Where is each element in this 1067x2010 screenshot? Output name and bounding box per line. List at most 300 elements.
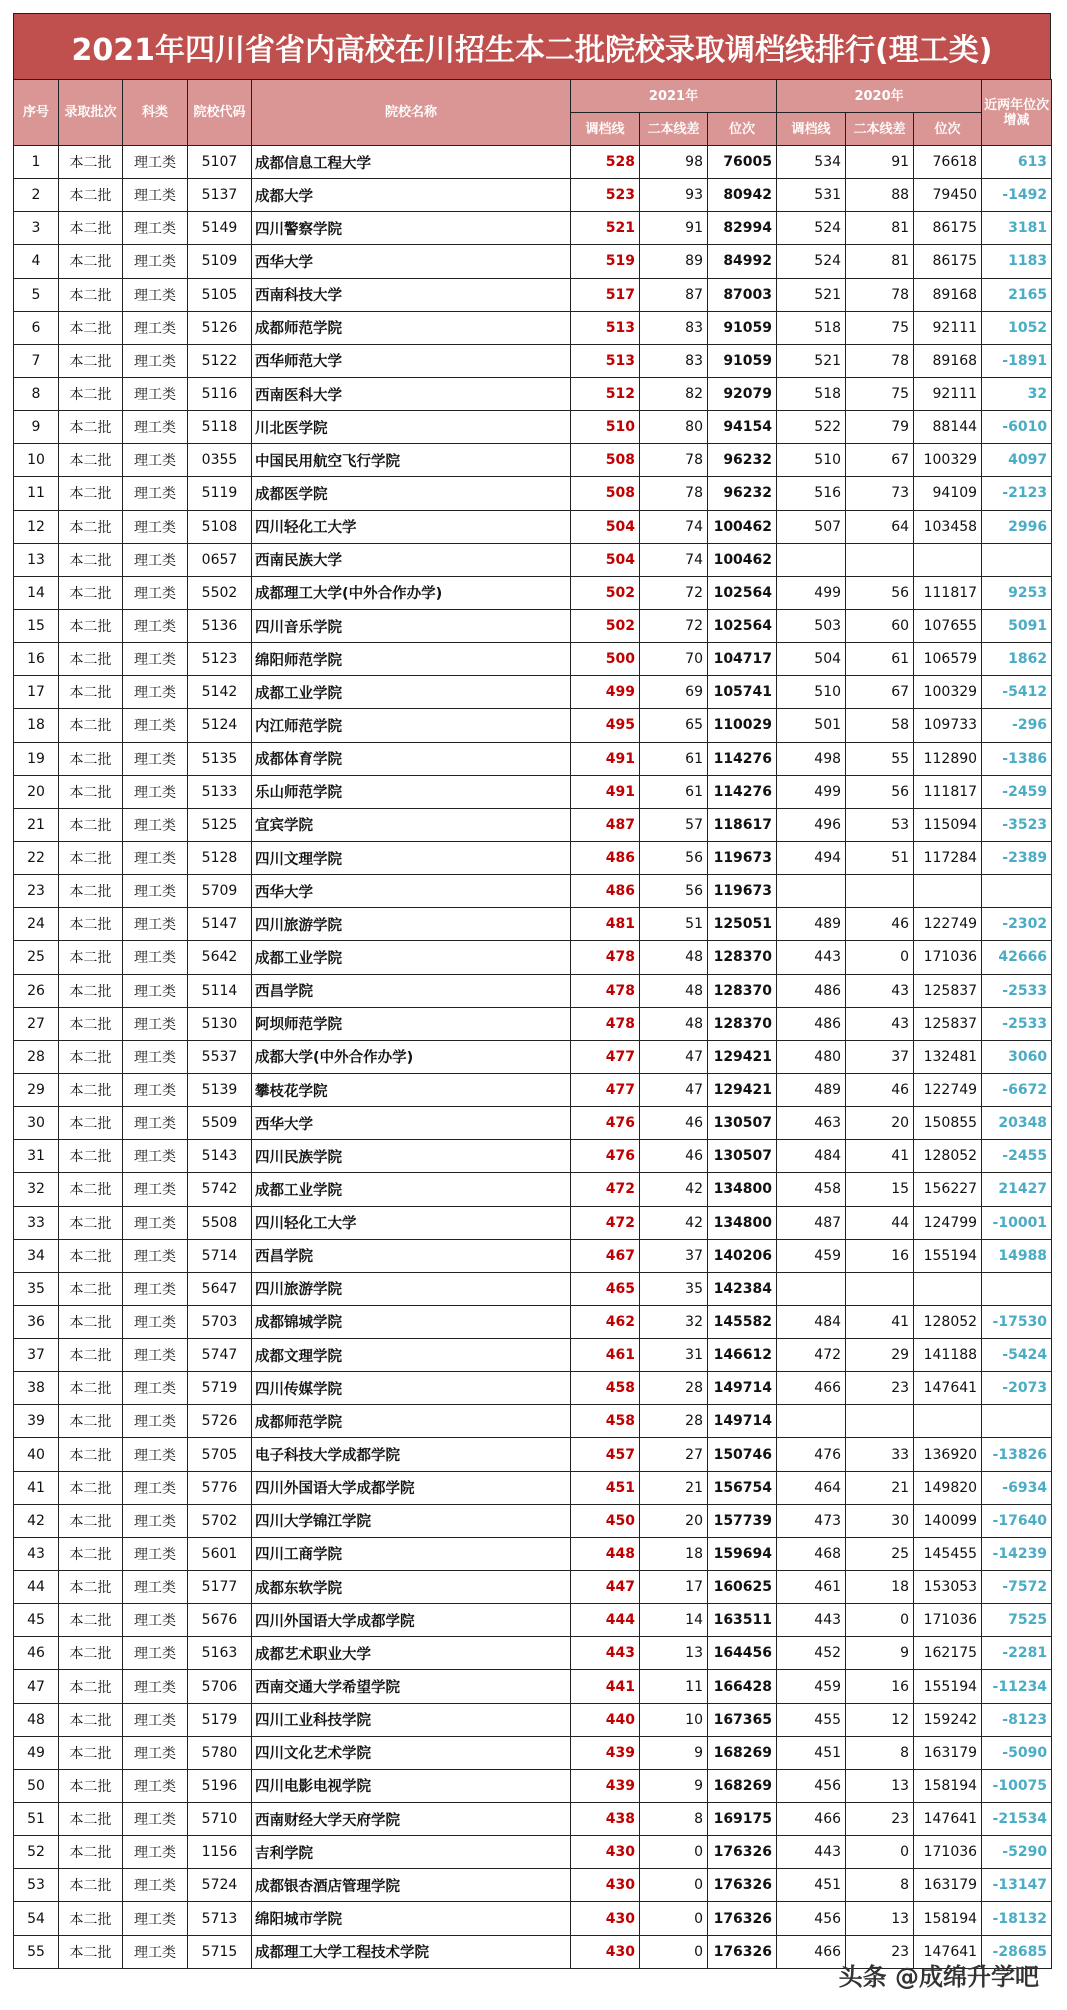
cell-2021-score: 462 xyxy=(571,1305,640,1338)
table-row xyxy=(14,1305,1052,1338)
cell-2020-score: 524 xyxy=(777,245,846,278)
cell-2021-diff: 47 xyxy=(640,1040,708,1073)
cell-2021-diff: 61 xyxy=(640,775,708,808)
cell-delta xyxy=(982,1272,1052,1305)
cell-2021-score: 517 xyxy=(571,278,640,311)
cell-2021-score: 457 xyxy=(571,1438,640,1471)
cell-name: 西南科技大学 xyxy=(252,278,571,311)
cell-code: 5116 xyxy=(188,377,252,410)
cell-delta xyxy=(982,875,1052,908)
cell-index: 21 xyxy=(14,808,59,841)
cell-2021-rank: 167365 xyxy=(708,1703,777,1736)
cell-delta: -5424 xyxy=(982,1339,1052,1372)
cell-index: 49 xyxy=(14,1736,59,1769)
cell-2021-diff: 87 xyxy=(640,278,708,311)
cell-2021-rank: 92079 xyxy=(708,377,777,410)
cell-name: 成都工业学院 xyxy=(252,941,571,974)
cell-2021-rank: 160625 xyxy=(708,1571,777,1604)
cell-batch: 本二批 xyxy=(59,477,123,510)
cell-2021-score: 438 xyxy=(571,1803,640,1836)
table-row xyxy=(14,775,1052,808)
cell-index: 12 xyxy=(14,510,59,543)
cell-2020-rank: 147641 xyxy=(914,1803,982,1836)
cell-index: 55 xyxy=(14,1935,59,1968)
cell-code: 5136 xyxy=(188,609,252,642)
cell-category: 理工类 xyxy=(123,808,188,841)
cell-batch: 本二批 xyxy=(59,1339,123,1372)
cell-delta: -13147 xyxy=(982,1869,1052,1902)
cell-batch: 本二批 xyxy=(59,1803,123,1836)
table-row xyxy=(14,1438,1052,1471)
table-row xyxy=(14,1040,1052,1073)
cell-2021-diff: 37 xyxy=(640,1239,708,1272)
cell-index: 33 xyxy=(14,1206,59,1239)
cell-2021-rank: 94154 xyxy=(708,411,777,444)
cell-2020-score: 443 xyxy=(777,1604,846,1637)
cell-code: 5713 xyxy=(188,1902,252,1935)
cell-2021-score: 500 xyxy=(571,643,640,676)
cell-2020-diff: 41 xyxy=(846,1305,914,1338)
cell-2020-diff: 16 xyxy=(846,1239,914,1272)
cell-2021-diff: 0 xyxy=(640,1836,708,1869)
cell-2020-rank: 111817 xyxy=(914,775,982,808)
cell-category: 理工类 xyxy=(123,477,188,510)
cell-2021-score: 481 xyxy=(571,908,640,941)
cell-2020-score: 524 xyxy=(777,212,846,245)
cell-2020-diff: 58 xyxy=(846,709,914,742)
cell-2021-score: 513 xyxy=(571,311,640,344)
cell-2020-rank: 86175 xyxy=(914,212,982,245)
cell-batch: 本二批 xyxy=(59,1305,123,1338)
cell-category: 理工类 xyxy=(123,1107,188,1140)
table-row xyxy=(14,1107,1052,1140)
table-row xyxy=(14,1504,1052,1537)
cell-2021-rank: 102564 xyxy=(708,609,777,642)
header-code: 院校代码 xyxy=(188,80,252,146)
cell-2020-rank: 171036 xyxy=(914,941,982,974)
cell-name: 四川外国语大学成都学院 xyxy=(252,1471,571,1504)
table-row xyxy=(14,1140,1052,1173)
cell-code: 5780 xyxy=(188,1736,252,1769)
cell-2021-score: 441 xyxy=(571,1670,640,1703)
cell-name: 成都理工大学(中外合作办学) xyxy=(252,576,571,609)
header-year-2020: 2020年 xyxy=(777,80,982,113)
cell-2021-rank: 91059 xyxy=(708,344,777,377)
cell-delta: 21427 xyxy=(982,1173,1052,1206)
cell-2020-score: 507 xyxy=(777,510,846,543)
cell-2020-diff xyxy=(846,1272,914,1305)
cell-2021-rank: 125051 xyxy=(708,908,777,941)
cell-2020-rank: 125837 xyxy=(914,974,982,1007)
cell-2021-rank: 129421 xyxy=(708,1073,777,1106)
cell-2021-score: 440 xyxy=(571,1703,640,1736)
cell-2020-rank: 122749 xyxy=(914,908,982,941)
cell-delta: -2123 xyxy=(982,477,1052,510)
cell-batch: 本二批 xyxy=(59,1272,123,1305)
cell-index: 20 xyxy=(14,775,59,808)
cell-index: 17 xyxy=(14,676,59,709)
cell-index: 52 xyxy=(14,1836,59,1869)
cell-code: 5724 xyxy=(188,1869,252,1902)
cell-2021-score: 528 xyxy=(571,146,640,179)
cell-2021-score: 508 xyxy=(571,444,640,477)
cell-name: 绵阳师范学院 xyxy=(252,643,571,676)
cell-index: 44 xyxy=(14,1571,59,1604)
cell-2021-rank: 118617 xyxy=(708,808,777,841)
cell-2020-score: 499 xyxy=(777,576,846,609)
cell-code: 5502 xyxy=(188,576,252,609)
cell-name: 乐山师范学院 xyxy=(252,775,571,808)
cell-2021-rank: 87003 xyxy=(708,278,777,311)
cell-code: 5702 xyxy=(188,1504,252,1537)
cell-2020-rank: 162175 xyxy=(914,1637,982,1670)
cell-batch: 本二批 xyxy=(59,1869,123,1902)
cell-category: 理工类 xyxy=(123,278,188,311)
header-delta: 近两年位次增减 xyxy=(982,80,1052,146)
cell-name: 西昌学院 xyxy=(252,974,571,1007)
cell-2021-diff: 17 xyxy=(640,1571,708,1604)
cell-2021-rank: 149714 xyxy=(708,1405,777,1438)
cell-2021-score: 476 xyxy=(571,1140,640,1173)
cell-category: 理工类 xyxy=(123,1007,188,1040)
cell-name: 西华大学 xyxy=(252,245,571,278)
cell-name: 四川旅游学院 xyxy=(252,908,571,941)
cell-index: 47 xyxy=(14,1670,59,1703)
cell-category: 理工类 xyxy=(123,1637,188,1670)
cell-index: 54 xyxy=(14,1902,59,1935)
cell-2020-rank: 163179 xyxy=(914,1736,982,1769)
cell-batch: 本二批 xyxy=(59,444,123,477)
cell-batch: 本二批 xyxy=(59,1239,123,1272)
cell-2021-diff: 91 xyxy=(640,212,708,245)
cell-name: 成都艺术职业大学 xyxy=(252,1637,571,1670)
cell-2020-score: 531 xyxy=(777,179,846,212)
cell-delta: -10075 xyxy=(982,1769,1052,1802)
cell-category: 理工类 xyxy=(123,245,188,278)
cell-2020-diff: 18 xyxy=(846,1571,914,1604)
cell-2021-rank: 130507 xyxy=(708,1140,777,1173)
ranking-sheet xyxy=(13,13,1051,1969)
cell-2020-diff: 51 xyxy=(846,841,914,874)
cell-2020-diff: 60 xyxy=(846,609,914,642)
cell-2020-rank: 145455 xyxy=(914,1537,982,1570)
cell-2021-diff: 93 xyxy=(640,179,708,212)
cell-2020-rank: 136920 xyxy=(914,1438,982,1471)
cell-index: 35 xyxy=(14,1272,59,1305)
cell-2021-rank: 166428 xyxy=(708,1670,777,1703)
cell-2021-score: 486 xyxy=(571,875,640,908)
cell-2020-score: 464 xyxy=(777,1471,846,1504)
cell-2021-rank: 104717 xyxy=(708,643,777,676)
cell-2020-rank xyxy=(914,543,982,576)
cell-2021-diff: 47 xyxy=(640,1073,708,1106)
cell-category: 理工类 xyxy=(123,1471,188,1504)
cell-2020-score: 466 xyxy=(777,1803,846,1836)
cell-name: 四川大学锦江学院 xyxy=(252,1504,571,1537)
cell-name: 西南财经大学天府学院 xyxy=(252,1803,571,1836)
cell-name: 四川民族学院 xyxy=(252,1140,571,1173)
cell-2020-diff: 9 xyxy=(846,1637,914,1670)
cell-2020-diff: 44 xyxy=(846,1206,914,1239)
cell-2021-rank: 91059 xyxy=(708,311,777,344)
cell-2021-score: 451 xyxy=(571,1471,640,1504)
cell-2020-rank: 94109 xyxy=(914,477,982,510)
cell-2021-diff: 42 xyxy=(640,1173,708,1206)
cell-code: 5105 xyxy=(188,278,252,311)
cell-2021-rank: 119673 xyxy=(708,841,777,874)
table-row xyxy=(14,941,1052,974)
cell-category: 理工类 xyxy=(123,1703,188,1736)
cell-2020-score: 499 xyxy=(777,775,846,808)
cell-2021-score: 450 xyxy=(571,1504,640,1537)
cell-delta xyxy=(982,543,1052,576)
header-2020-diff: 二本线差 xyxy=(846,113,914,146)
title-bar xyxy=(13,13,1051,79)
cell-batch: 本二批 xyxy=(59,609,123,642)
cell-2021-diff: 74 xyxy=(640,543,708,576)
cell-2020-diff: 46 xyxy=(846,908,914,941)
table-row xyxy=(14,709,1052,742)
table-row xyxy=(14,377,1052,410)
cell-code: 5705 xyxy=(188,1438,252,1471)
cell-2020-rank xyxy=(914,1272,982,1305)
cell-delta: -1492 xyxy=(982,179,1052,212)
cell-index: 6 xyxy=(14,311,59,344)
cell-2021-diff: 11 xyxy=(640,1670,708,1703)
cell-category: 理工类 xyxy=(123,1736,188,1769)
cell-delta: -5090 xyxy=(982,1736,1052,1769)
cell-category: 理工类 xyxy=(123,1173,188,1206)
cell-2020-rank: 89168 xyxy=(914,278,982,311)
cell-category: 理工类 xyxy=(123,941,188,974)
cell-2021-score: 458 xyxy=(571,1372,640,1405)
cell-name: 成都工业学院 xyxy=(252,676,571,709)
cell-code: 5196 xyxy=(188,1769,252,1802)
cell-2020-rank: 103458 xyxy=(914,510,982,543)
cell-2021-score: 487 xyxy=(571,808,640,841)
cell-code: 5128 xyxy=(188,841,252,874)
cell-name: 西昌学院 xyxy=(252,1239,571,1272)
cell-category: 理工类 xyxy=(123,643,188,676)
cell-index: 39 xyxy=(14,1405,59,1438)
table-row xyxy=(14,1703,1052,1736)
table-row xyxy=(14,1803,1052,1836)
header-batch: 录取批次 xyxy=(59,80,123,146)
cell-2021-diff: 0 xyxy=(640,1902,708,1935)
table-row xyxy=(14,875,1052,908)
cell-name: 四川轻化工大学 xyxy=(252,510,571,543)
cell-2021-diff: 83 xyxy=(640,311,708,344)
cell-2021-score: 478 xyxy=(571,974,640,1007)
cell-batch: 本二批 xyxy=(59,1736,123,1769)
cell-index: 50 xyxy=(14,1769,59,1802)
cell-2020-rank xyxy=(914,1405,982,1438)
cell-2021-score: 439 xyxy=(571,1769,640,1802)
cell-category: 理工类 xyxy=(123,974,188,1007)
cell-batch: 本二批 xyxy=(59,1670,123,1703)
cell-2021-diff: 31 xyxy=(640,1339,708,1372)
cell-batch: 本二批 xyxy=(59,742,123,775)
cell-2021-rank: 142384 xyxy=(708,1272,777,1305)
cell-delta: 14988 xyxy=(982,1239,1052,1272)
cell-2020-diff xyxy=(846,1405,914,1438)
cell-code: 5179 xyxy=(188,1703,252,1736)
cell-delta: -2455 xyxy=(982,1140,1052,1173)
cell-delta: -14239 xyxy=(982,1537,1052,1570)
table-row xyxy=(14,1571,1052,1604)
cell-2020-rank: 122749 xyxy=(914,1073,982,1106)
cell-2020-rank: 115094 xyxy=(914,808,982,841)
cell-2020-diff: 16 xyxy=(846,1670,914,1703)
cell-2020-score: 459 xyxy=(777,1670,846,1703)
cell-name: 四川音乐学院 xyxy=(252,609,571,642)
cell-2020-diff: 55 xyxy=(846,742,914,775)
cell-category: 理工类 xyxy=(123,775,188,808)
cell-2021-score: 467 xyxy=(571,1239,640,1272)
cell-category: 理工类 xyxy=(123,709,188,742)
cell-name: 成都工业学院 xyxy=(252,1173,571,1206)
cell-delta: 42666 xyxy=(982,941,1052,974)
cell-category: 理工类 xyxy=(123,908,188,941)
cell-2021-rank: 102564 xyxy=(708,576,777,609)
cell-2021-diff: 46 xyxy=(640,1107,708,1140)
cell-2020-diff: 67 xyxy=(846,444,914,477)
cell-2020-score xyxy=(777,1405,846,1438)
cell-index: 27 xyxy=(14,1007,59,1040)
cell-2020-rank: 112890 xyxy=(914,742,982,775)
cell-2020-score: 459 xyxy=(777,1239,846,1272)
cell-code: 5137 xyxy=(188,179,252,212)
cell-category: 理工类 xyxy=(123,742,188,775)
cell-2021-score: 510 xyxy=(571,411,640,444)
cell-batch: 本二批 xyxy=(59,1173,123,1206)
cell-code: 5719 xyxy=(188,1372,252,1405)
cell-2021-score: 477 xyxy=(571,1073,640,1106)
cell-delta: -17530 xyxy=(982,1305,1052,1338)
cell-index: 8 xyxy=(14,377,59,410)
cell-2021-score: 430 xyxy=(571,1935,640,1968)
header-2020-score: 调档线 xyxy=(777,113,846,146)
cell-2021-score: 476 xyxy=(571,1107,640,1140)
cell-2020-diff: 15 xyxy=(846,1173,914,1206)
cell-2020-rank: 147641 xyxy=(914,1372,982,1405)
cell-batch: 本二批 xyxy=(59,1073,123,1106)
cell-category: 理工类 xyxy=(123,609,188,642)
cell-batch: 本二批 xyxy=(59,1107,123,1140)
cell-category: 理工类 xyxy=(123,179,188,212)
table-row xyxy=(14,1902,1052,1935)
cell-2020-score xyxy=(777,875,846,908)
cell-batch: 本二批 xyxy=(59,1537,123,1570)
cell-2020-rank: 171036 xyxy=(914,1836,982,1869)
cell-code: 5710 xyxy=(188,1803,252,1836)
cell-2021-score: 513 xyxy=(571,344,640,377)
cell-2020-diff: 78 xyxy=(846,344,914,377)
cell-2020-rank: 109733 xyxy=(914,709,982,742)
cell-2021-diff: 70 xyxy=(640,643,708,676)
cell-index: 16 xyxy=(14,643,59,676)
cell-index: 14 xyxy=(14,576,59,609)
cell-delta xyxy=(982,1405,1052,1438)
cell-2021-rank: 76005 xyxy=(708,146,777,179)
table-row xyxy=(14,1736,1052,1769)
cell-name: 西华大学 xyxy=(252,875,571,908)
cell-2020-rank: 106579 xyxy=(914,643,982,676)
cell-2021-rank: 169175 xyxy=(708,1803,777,1836)
cell-2020-diff: 33 xyxy=(846,1438,914,1471)
cell-name: 成都体育学院 xyxy=(252,742,571,775)
cell-index: 42 xyxy=(14,1504,59,1537)
cell-category: 理工类 xyxy=(123,1935,188,1968)
table-header xyxy=(14,80,1052,146)
cell-2020-score: 456 xyxy=(777,1902,846,1935)
cell-2020-score: 456 xyxy=(777,1769,846,1802)
cell-category: 理工类 xyxy=(123,1239,188,1272)
cell-code: 5726 xyxy=(188,1405,252,1438)
cell-2020-rank: 128052 xyxy=(914,1305,982,1338)
cell-2021-diff: 32 xyxy=(640,1305,708,1338)
cell-batch: 本二批 xyxy=(59,1040,123,1073)
cell-code: 1156 xyxy=(188,1836,252,1869)
cell-code: 5747 xyxy=(188,1339,252,1372)
cell-index: 31 xyxy=(14,1140,59,1173)
cell-category: 理工类 xyxy=(123,1405,188,1438)
cell-2020-diff: 78 xyxy=(846,278,914,311)
table-body xyxy=(14,146,1052,1969)
cell-2021-rank: 140206 xyxy=(708,1239,777,1272)
cell-2021-diff: 57 xyxy=(640,808,708,841)
cell-delta: 3060 xyxy=(982,1040,1052,1073)
cell-name: 电子科技大学成都学院 xyxy=(252,1438,571,1471)
cell-code: 5703 xyxy=(188,1305,252,1338)
cell-2020-score: 443 xyxy=(777,1836,846,1869)
cell-delta: -5290 xyxy=(982,1836,1052,1869)
cell-2020-rank: 140099 xyxy=(914,1504,982,1537)
cell-index: 18 xyxy=(14,709,59,742)
cell-index: 34 xyxy=(14,1239,59,1272)
cell-category: 理工类 xyxy=(123,1869,188,1902)
cell-batch: 本二批 xyxy=(59,1902,123,1935)
cell-2021-score: 439 xyxy=(571,1736,640,1769)
cell-index: 3 xyxy=(14,212,59,245)
cell-2020-diff: 12 xyxy=(846,1703,914,1736)
cell-2020-diff: 23 xyxy=(846,1372,914,1405)
cell-delta: 1183 xyxy=(982,245,1052,278)
cell-batch: 本二批 xyxy=(59,179,123,212)
table-row xyxy=(14,1272,1052,1305)
cell-delta: -10001 xyxy=(982,1206,1052,1239)
cell-delta: -2073 xyxy=(982,1372,1052,1405)
cell-batch: 本二批 xyxy=(59,278,123,311)
cell-2020-score: 518 xyxy=(777,311,846,344)
cell-index: 29 xyxy=(14,1073,59,1106)
cell-2020-score: 461 xyxy=(777,1571,846,1604)
cell-batch: 本二批 xyxy=(59,941,123,974)
header-index: 序号 xyxy=(14,80,59,146)
cell-2020-score: 484 xyxy=(777,1305,846,1338)
cell-2020-diff: 43 xyxy=(846,1007,914,1040)
table-row xyxy=(14,245,1052,278)
table-row xyxy=(14,1869,1052,1902)
cell-batch: 本二批 xyxy=(59,576,123,609)
cell-code: 5776 xyxy=(188,1471,252,1504)
cell-code: 5135 xyxy=(188,742,252,775)
cell-code: 5143 xyxy=(188,1140,252,1173)
cell-index: 30 xyxy=(14,1107,59,1140)
cell-2020-score xyxy=(777,543,846,576)
table-row xyxy=(14,576,1052,609)
cell-delta: -21534 xyxy=(982,1803,1052,1836)
